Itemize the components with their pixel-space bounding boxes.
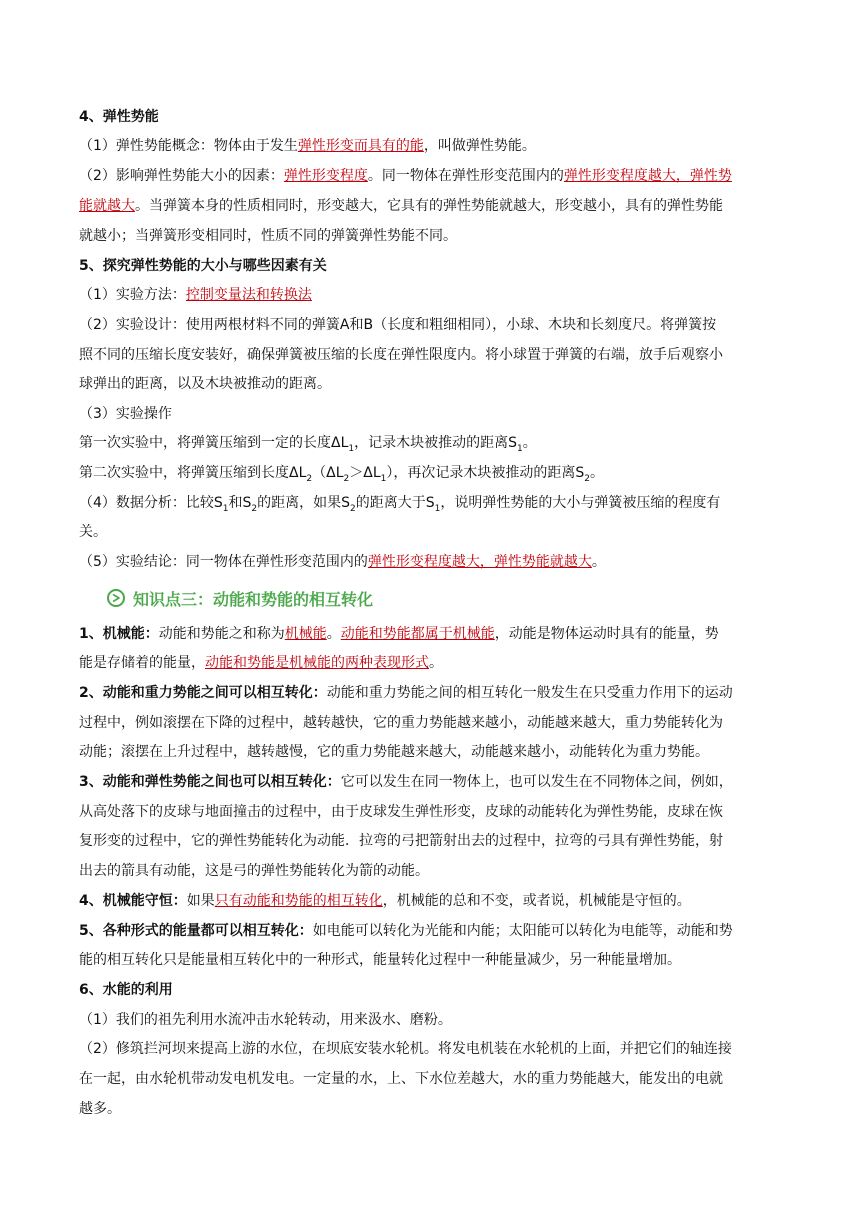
key-phrase: 弹性形变程度越大，弹性势能就越大 <box>367 554 592 570</box>
paragraph-line: 照不同的压缩长度安装好，确保弹簧被压缩的长度在弹性限度内。将小球置于弹簧的右端，放手后观察小 <box>79 347 723 363</box>
paragraph-line: 能就越大。当弹簧本身的性质相同时，形变越大，它具有的弹性势能就越大，形变越小，具有的弹性势能 <box>79 198 723 214</box>
paragraph-line: 从高处落下的皮球与地面撞击的过程中，由于皮球发生弹性形变，皮球的动能转化为弹性势能，皮球在恢 <box>79 804 723 820</box>
paragraph-line: 关。 <box>79 524 107 540</box>
paragraph-line: 第二次实验中，将弹簧压缩到长度$\Delta L_2(\Delta L_2>\Delta L_1)$，再次记录木块被推动的距离$S_2$。 <box>79 465 604 484</box>
paragraph-line: 在一起，由水轮机带动发电机发电。一定量的水，上、下水位差越大，水的重力势能越大，能发出的电就 <box>79 1071 723 1087</box>
paragraph-line: 就越小；当弹簧形变相同时，性质不同的弹簧弹性势能不同。 <box>79 228 457 244</box>
section-heading-water-energy: 6、水能的利用 <box>79 982 173 998</box>
paragraph-line: （2）实验设计：使用两根材料不同的弹簧A和B（长度和粗细相同），小球、木块和长刻度尺。将弹簧按 <box>79 317 717 333</box>
paragraph-line: 1、机械能：动能和势能之和称为机械能。动能和势能都属于机械能，动能是物体运动时具有的能量，势 <box>79 626 719 642</box>
paragraph-line: 球弹出的距离，以及木块被推动的距离。 <box>79 376 331 392</box>
paragraph-line: 过程中，例如滚摆在下降的过程中，越转越快，它的重力势能越来越小，动能越来越大，重力势能转化为 <box>79 715 723 731</box>
key-phrase: 控制变量法和转换法 <box>185 287 312 303</box>
key-phrase: 动能和势能是机械能的两种表现形式 <box>205 655 429 671</box>
paragraph-line: （2）修筑拦河坝来提高上游的水位，在坝底安装水轮机。将发电机装在水轮机的上面，并把它们的轴连接 <box>79 1041 732 1057</box>
section-heading-elastic-potential-energy: 4、弹性势能 <box>79 109 159 125</box>
paragraph-line: 复形变的过程中，它的弹性势能转化为动能．拉弯的弓把箭射出去的过程中，拉弯的弓具有弹性势能，射 <box>79 833 723 849</box>
key-phrase: 弹性形变而具有的能 <box>297 138 424 154</box>
play-arrow-circle-icon <box>107 589 125 607</box>
paragraph-line: （1）弹性势能概念：物体由于发生弹性形变而具有的能，叫做弹性势能。 <box>79 138 536 154</box>
key-phrase: 弹性形变程度 <box>283 168 368 184</box>
section-heading-explore: 5、探究弹性势能的大小与哪些因素有关 <box>79 258 327 274</box>
key-phrase: 能就越大 <box>79 198 135 214</box>
paragraph-line: 4、机械能守恒：如果只有动能和势能的相互转化，机械能的总和不变，或者说，机械能是守恒的。 <box>79 893 691 909</box>
key-phrase: 只有动能和势能的相互转化 <box>214 893 383 909</box>
knowledge-point-title <box>79 586 373 610</box>
paragraph-line: 2、动能和重力势能之间可以相互转化：动能和重力势能之间的相互转化一般发生在只受重力作用下的运动 <box>79 685 733 701</box>
paragraph-line: （1）我们的祖先利用水流冲击水轮转动，用来汲水、磨粉。 <box>79 1012 452 1028</box>
paragraph-line: 第一次实验中，将弹簧压缩到一定的长度$\Delta L_1$，记录木块被推动的距离$S_1$。 <box>79 435 537 454</box>
paragraph-line: 越多。 <box>79 1101 121 1117</box>
paragraph-line: 出去的箭具有动能，这是弓的弹性势能转化为箭的动能。 <box>79 863 429 879</box>
key-phrase: 动能和势能都属于机械能 <box>340 626 495 642</box>
paragraph-line: （2）影响弹性势能大小的因素：弹性形变程度。同一物体在弹性形变范围内的弹性形变程度越大，弹性势 <box>79 168 732 184</box>
key-phrase: 弹性形变程度越大，弹性势 <box>563 168 732 184</box>
paragraph-line: 能是存储着的能量，动能和势能是机械能的两种表现形式。 <box>79 655 443 671</box>
paragraph-line: 动能；滚摆在上升过程中，越转越慢，它的重力势能越来越大，动能越来越小，动能转化为重力势能。 <box>79 744 709 760</box>
paragraph-line: 3、动能和弹性势能之间也可以相互转化：它可以发生在同一物体上，也可以发生在不同物体之间，例如， <box>79 774 733 790</box>
paragraph-line: （1）实验方法：控制变量法和转换法 <box>79 287 312 303</box>
paragraph-line: 能的相互转化只是能量相互转化中的一种形式，能量转化过程中一种能量减少，另一种能量增加。 <box>79 952 681 968</box>
paragraph-line: （4）数据分析：比较$S_1$和$S_2$的距离，如果$S_2$的距离大于$S_1$，说明弹性势能的大小与弹簧被压缩的程度有 <box>79 495 721 514</box>
paragraph-line: （3）实验操作 <box>79 406 172 422</box>
paragraph-line: 5、各种形式的能量都可以相互转化：如电能可以转化为光能和内能；太阳能可以转化为电能等，动能和势 <box>79 923 733 939</box>
knowledge-point-title-text: 知识点三：动能和势能的相互转化 <box>133 589 374 609</box>
key-phrase: 机械能 <box>284 626 327 642</box>
paragraph-line: （5）实验结论：同一物体在弹性形变范围内的弹性形变程度越大，弹性势能就越大。 <box>79 554 606 570</box>
